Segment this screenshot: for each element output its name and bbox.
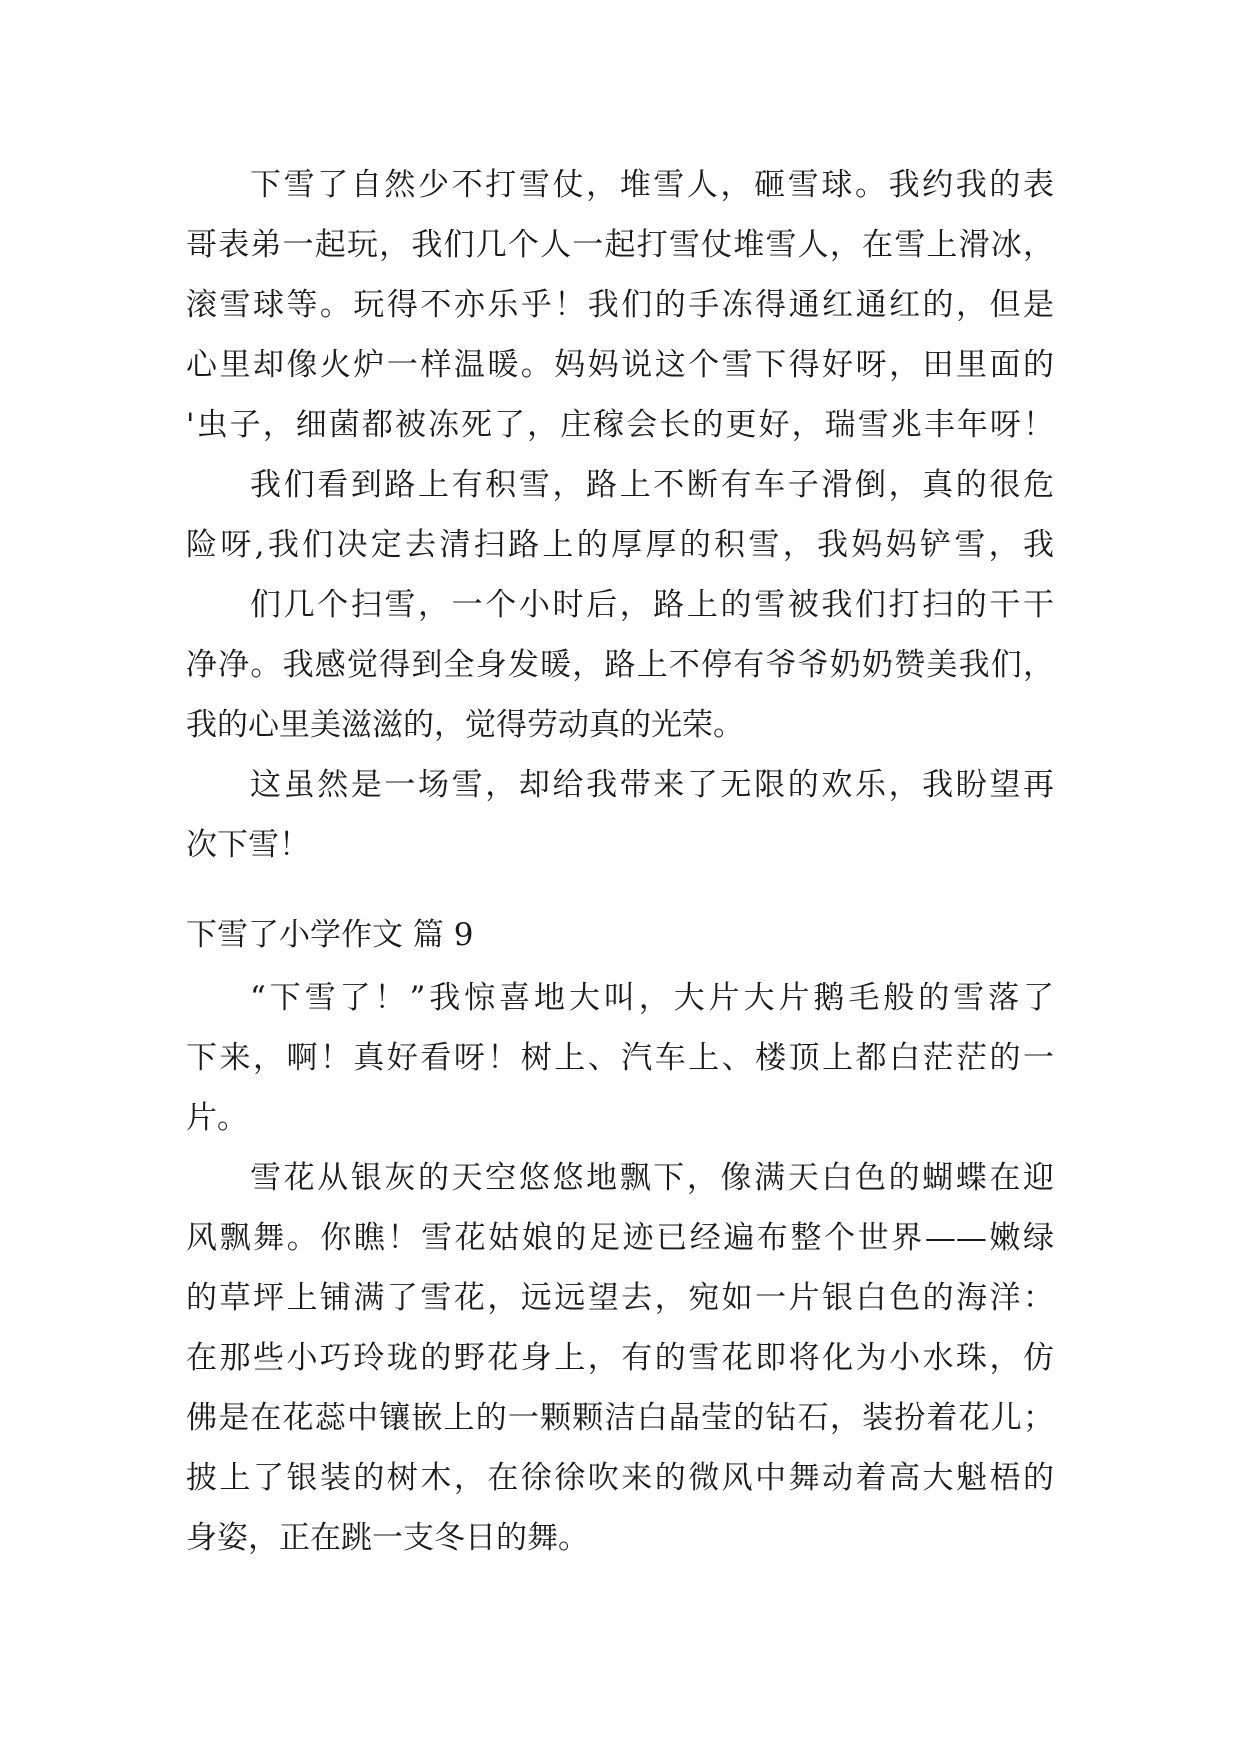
text-line: 净净。我感觉得到全身发暖，路上不停有爷爷奶奶赞美我们，: [186, 647, 1054, 683]
text-line: 佛是在花蕊中镶嵌上的一颗颗洁白晶莹的钻石，装扮着花儿；: [186, 1400, 1054, 1436]
essay-part-1: [186, 155, 1054, 875]
text-line: 身姿，正在跳一支冬日的舞。: [186, 1520, 589, 1556]
text-line: 下雪了自然少不打雪仗，堆雪人，砸雪球。我约我的表: [250, 167, 1054, 203]
text-line: 们几个扫雪，一个小时后，路上的雪被我们打扫的干干: [250, 587, 1054, 623]
text-line: 雪花从银灰的天空悠悠地飘下，像满天白色的蝴蝶在迎: [250, 1160, 1054, 1196]
text-line: 心里却像火炉一样温暖。妈妈说这个雪下得好呀，田里面的: [186, 347, 1054, 383]
text-line: “下雪了！”我惊喜地大叫，大片大片鹅毛般的雪落了: [250, 980, 1054, 1016]
text-line: 我的心里美滋滋的，觉得劳动真的光荣。: [186, 707, 744, 743]
text-line: 哥表弟一起玩，我们几个人一起打雪仗堆雪人，在雪上滑冰，: [186, 227, 1054, 263]
text-line: 次下雪！: [186, 827, 310, 863]
text-line: 片。: [186, 1100, 248, 1136]
text-line: 在那些小巧玲珑的野花身上，有的雪花即将化为小水珠，仿: [186, 1340, 1054, 1376]
text-line: 这虽然是一场雪，却给我带来了无限的欢乐，我盼望再: [250, 767, 1054, 803]
essay-part-2: [186, 968, 1054, 1568]
text-line: 我们看到路上有积雪，路上不断有车子滑倒，真的很危: [250, 467, 1054, 503]
text-line: 披上了银装的树木，在徐徐吹来的微风中舞动着高大魁梧的: [186, 1460, 1054, 1496]
text-line: 滚雪球等。玩得不亦乐乎！我们的手冻得通红通红的，但是: [186, 287, 1054, 323]
text-line: 险呀,我们决定去清扫路上的厚厚的积雪，我妈妈铲雪，我: [186, 527, 1054, 563]
text-line: 的草坪上铺满了雪花，远远望去，宛如一片银白色的海洋：: [186, 1280, 1054, 1316]
section-title: 下雪了小学作文 篇 9: [186, 917, 474, 953]
text-line: 风飘舞。你瞧！雪花姑娘的足迹已经遍布整个世界——嫩绿: [186, 1220, 1054, 1256]
text-line: 下来，啊！真好看呀！树上、汽车上、楼顶上都白茫茫的一: [186, 1040, 1054, 1076]
text-line: '虫子，细菌都被冻死了，庄稼会长的更好，瑞雪兆丰年呀！: [186, 407, 1054, 443]
